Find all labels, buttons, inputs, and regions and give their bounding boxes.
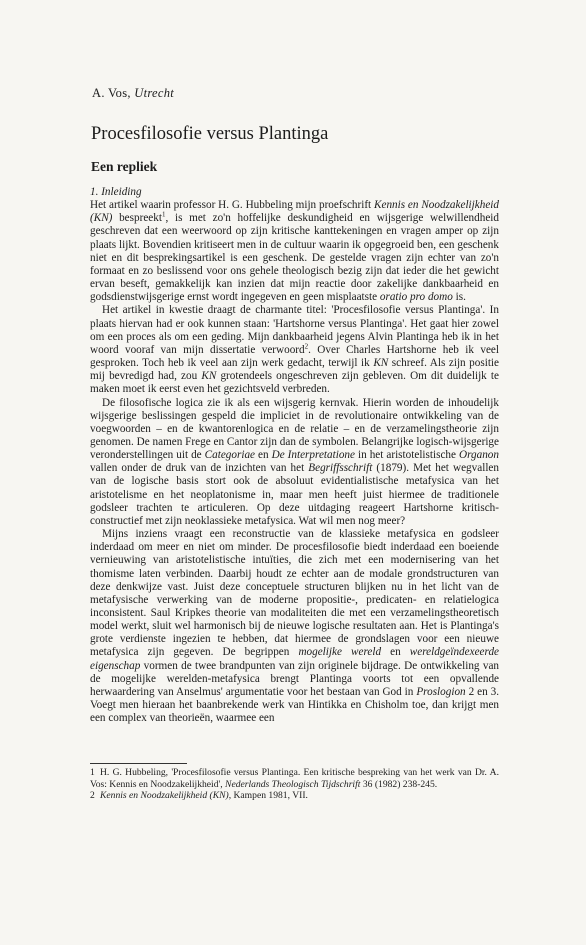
paragraph-1: Het artikel waarin professor H. G. Hubbeling mijn proefschrift Kennis en Noodzakelijkheid (KN) bespreekt$^1$, is met zo'n hoffelijke deskundigheid en wijsgerige welwillendheid geschreven dat een weerwoord op zijn kritische kanttekeningen en vragen amper op zijn plaats lijkt. Bovendien kritiseert men in de cultuur waarin ik opgegroeid ben, een geschenk niet en dit besprekingsartikel is een geschenk. De gestelde vragen zijn echter van zo'n formaat en zo beslissend voor ons gehele theologisch bezig zijn dat ieder die het gewicht ervan beseft, gemakkelijk kan inzien dat mijn reactie door zakelijke dankbaarheid en godsdienstwijsgerige ernst wordt ingegeven en geen misplaatste oratio pro domo is. — [90, 199, 499, 304]
citation-kn: Kennis en Noodzakelijkheid (KN) — [90, 199, 499, 225]
footnote-ref-2: 2 — [304, 342, 309, 351]
article-title: Procesfilosofie versus Plantinga — [91, 124, 329, 144]
footnotes — [90, 767, 499, 802]
author-name: A. Vos, — [92, 86, 131, 100]
article-subtitle: Een repliek — [91, 159, 158, 174]
author-affiliation: Utrecht — [134, 86, 175, 100]
paragraph-2: Het artikel in kwestie draagt de charmante titel: 'Procesfilosofie versus Plantinga'. In plaats hiervan had er ook kunnen staan: 'Hartshorne versus Plantinga'. Het gaat hier zowel om een proces als om een geding. Mijn dankbaarheid jegens Alvin Plantinga heb ik in het woord vooraf van mijn dissertatie verwoord$^2$. Over Charles Hartshorne heb ik veel gesproken. Toch heb ik veel aan zijn werk gedacht, terwijl ik KN schreef. Als zijn positie mij bevredigd had, zou KN grotendeels ongeschreven zijn gebleven. Om dit duidelijk te maken moet ik eerst even het gezichtsveld verbreden. — [90, 304, 500, 396]
article-body — [90, 186, 499, 725]
footnote-ref-1: 1 — [161, 210, 166, 219]
footnote-2: 2 Kennis en Noodzakelijkheid (KN), Kampen 1981, VII. — [90, 790, 308, 801]
paragraph-4: Mijns inziens vraagt een reconstructie van de klassieke metafysica en godsleer inderdaad om meer en niet om minder. De procesfilosofie biedt inderdaad een boeiende vernieuwing van aristotelistische intuïties, die zich met een modernisering van het thomisme laten verbinden. Daarbij houdt ze echter aan de modale grondstructuren van deze denkwijze vast. Juist deze conceptuele structuren blijken nu in het licht van de metafysische verwerking van de moderne propositie-, predicaten- en relatielogica inconsistent. Saul Kripkes theorie van modaliteiten die met een verzamelingstheoretisch model werkt, sluit wel harmonisch bij de nieuwe logische resultaten aan. Het is Plantinga's grote verdienste ingezien te hebben, dat hiermee de grondslagen voor een nieuwe metafysica zijn gegeven. De begrippen mogelijke wereld en wereldgeïndexeerde eigenschap vormen de twee brandpunten van zijn originele bijdrage. De ontwikkeling van de mogelijke werelden-metafysica brengt Plantinga voorts tot een opvallende herwaardering van Anselmus' argumentatie voor het bestaan van God in Proslogion 2 en 3. Voegt men hieraan het baanbrekende werk van Hintikka en Chisholm toe, dan krijgt men een complex van theorieën, waarmee een — [90, 528, 500, 725]
section-heading: 1. Inleiding — [90, 186, 142, 198]
paragraph-3: De filosofische logica zie ik als een wijsgerig kernvak. Hierin worden de inhoudelijk wijsgerige beslissingen gespeld die impliciet in de revolutionaire ontwikkeling van de voegwoorden – en de kwantorenlogica en de relatie – en de verzamelingstheorie zijn genomen. De namen Frege en Cantor zijn dan de symbolen. Belangrijke logisch-wijsgerige veronderstellingen uit de Categoriae en De Interpretatione in het aristotelistische Organon vallen onder de druk van de inzichten van het Begriffsschrift (1879). Met het wegvallen van de logische basis stort ook de absoluut evidentialistische metafysica van het aristotelisme en het neoplatonisme in, maar men heeft juist hiermee de traditionele godsleer trachten te articuleren. Op deze uitdaging reageert Hartshorne kritisch-constructief met zijn neoklassieke metafysica. Wat wil men nog meer? — [90, 396, 499, 527]
footnote-divider — [90, 763, 187, 764]
footnote-1: 1 H. G. Hubbeling, 'Procesfilosofie versus Plantinga. Een kritische bespreking van het werk van Dr. A. Vos: Kennis en Noodzakelijkheid', Nederlands Theologisch Tijdschrift 36 (1982) 238-245. — [90, 767, 499, 790]
author-line — [92, 86, 174, 101]
